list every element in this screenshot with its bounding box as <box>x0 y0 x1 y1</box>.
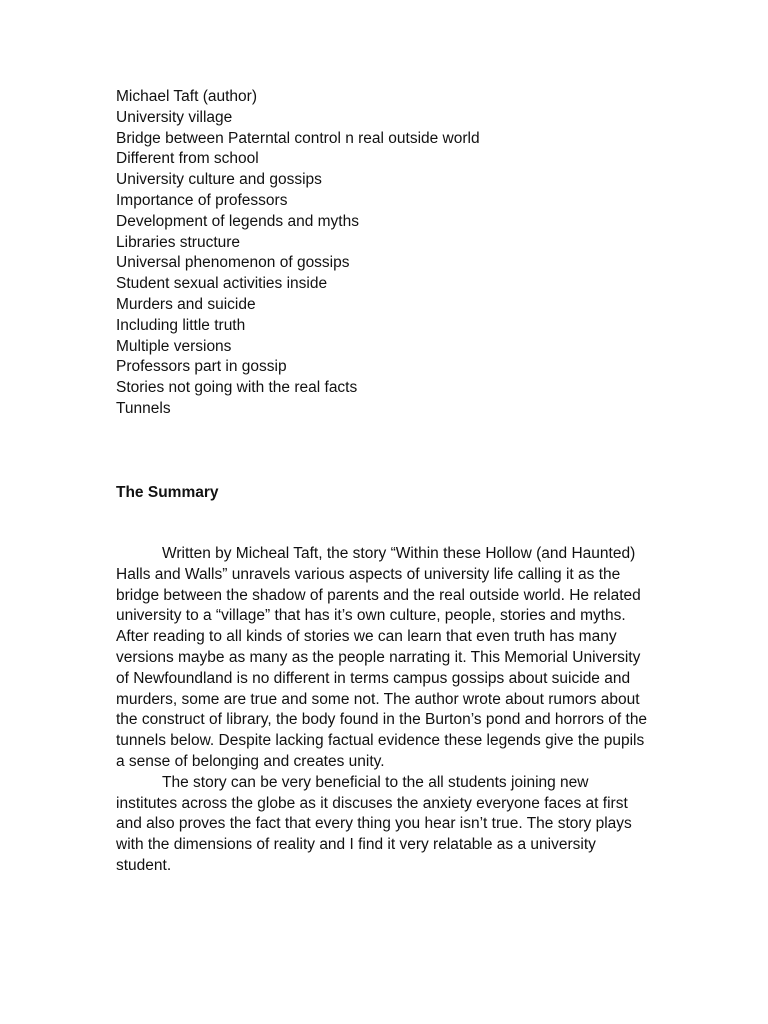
document-page <box>116 87 656 874</box>
note-item: Including little truth <box>116 316 246 334</box>
note-item: Student sexual activities inside <box>116 275 328 293</box>
note-item: Stories not going with the real facts <box>116 379 358 397</box>
notes-list <box>116 87 656 420</box>
summary-body <box>116 544 651 877</box>
note-item: University village <box>116 108 233 126</box>
note-item: University culture and gossips <box>116 171 322 189</box>
note-item: Bridge between Paterntal control n real outside world <box>116 129 480 147</box>
note-item: Different from school <box>116 150 259 168</box>
note-item: Tunnels <box>116 399 171 417</box>
note-item: Michael Taft (author) <box>116 88 257 105</box>
note-item: Universal phenomenon of gossips <box>116 254 350 272</box>
summary-paragraph: The story can be very beneficial to the all students joining new institutes across the globe as it discuses the anxiety everyone faces at first and also proves the fact that every thing you hear isn’t true. The story plays with the dimensions of reality and I find it very relatable as a university student. <box>116 773 632 874</box>
note-item: Professors part in gossip <box>116 358 287 376</box>
note-item: Importance of professors <box>116 191 288 209</box>
note-item: Murders and suicide <box>116 295 256 313</box>
note-item: Development of legends and myths <box>116 212 359 230</box>
summary-heading: The Summary <box>116 484 219 501</box>
summary-paragraph: Written by Micheal Taft, the story “Within these Hollow (and Haunted) Halls and Walls” unravels various aspects of university life calling it as the bridge between the shadow of parents and the real outside world. He related university to a “village” that has it’s own culture, people, stories and myths. After reading to all kinds of stories we can learn that even truth has many versions maybe as many as the people narrating it. This Memorial University of Newfoundland is no different in terms campus gossips about suicide and murders, some are true and some not. The author wrote about rumors about the construct of library, the body found in the Burton’s pond and horrors of the tunnels below. Despite lacking factual evidence these legends give the pupils a sense of belonging and creates unity. <box>116 545 648 770</box>
note-item: Libraries structure <box>116 233 241 251</box>
note-item: Multiple versions <box>116 337 232 355</box>
